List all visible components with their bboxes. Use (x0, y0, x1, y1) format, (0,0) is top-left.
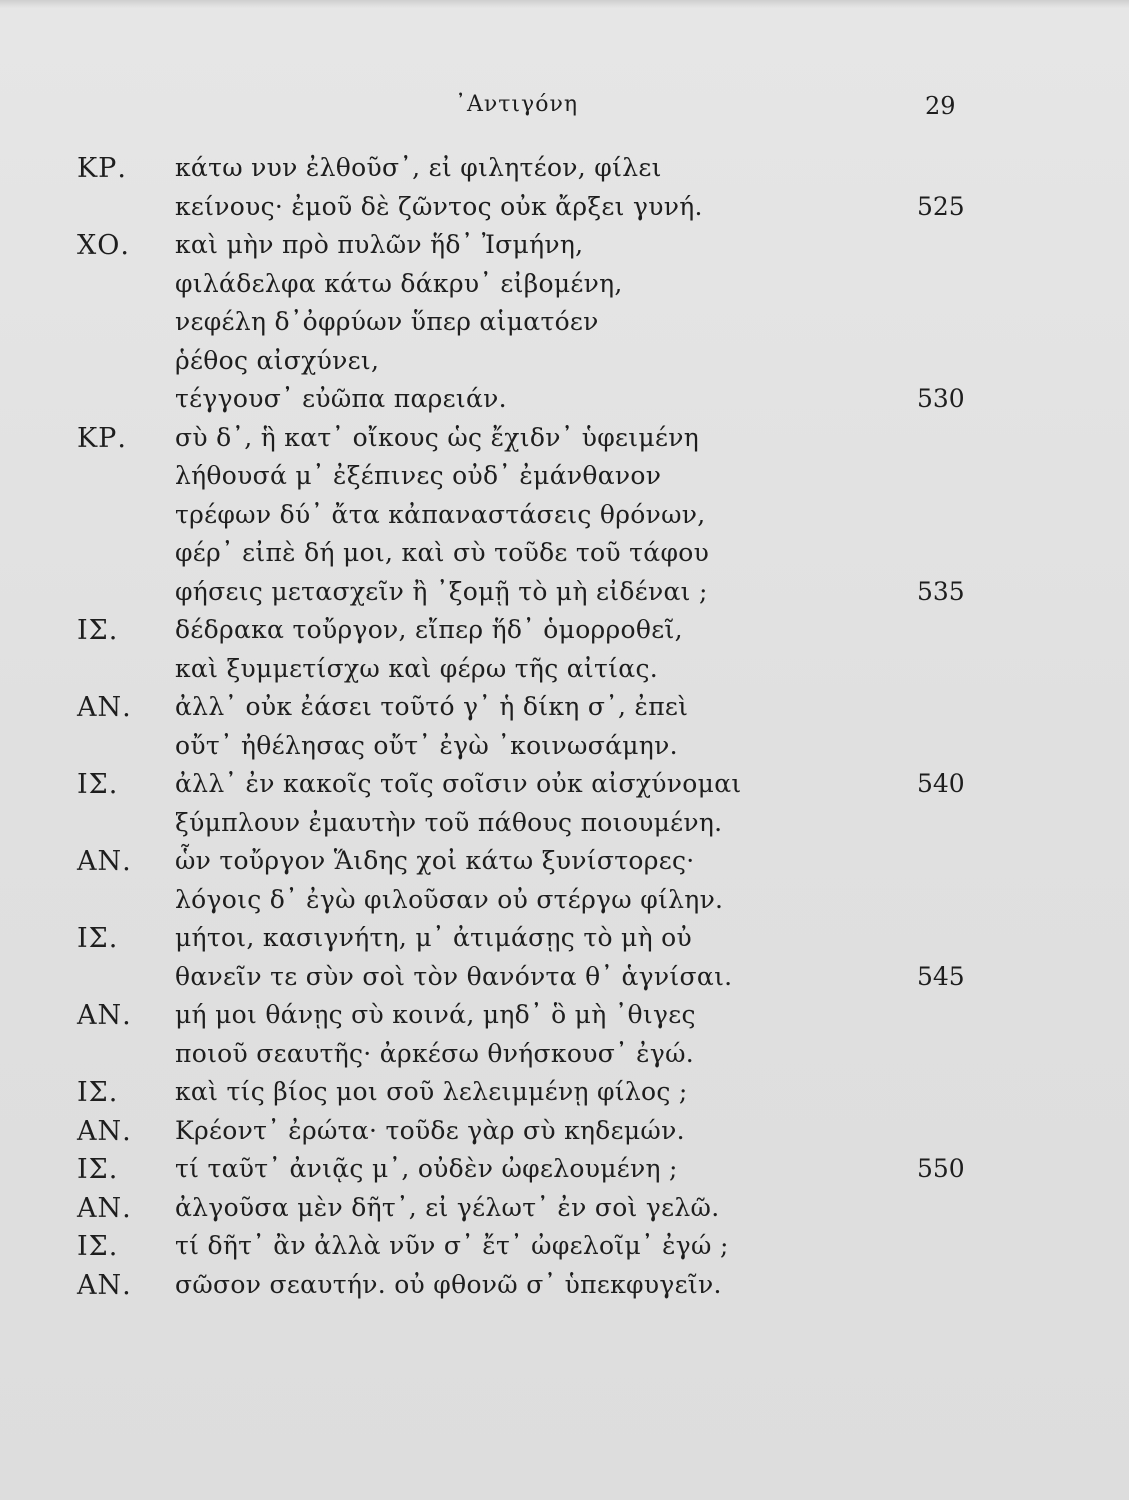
verse-line (0, 1270, 1129, 1309)
verse-text: σῶσον σεαυτήν. οὐ φθονῶ σ᾿ ὑπεκφυγεῖν. (175, 1269, 722, 1299)
line-number: 545 (917, 961, 965, 991)
verse-text: φήσεις μετασχεῖν ἢ ᾿ξομῇ τὸ μὴ εἰδέναι ; (175, 576, 708, 606)
speaker-label: ΙΣ. (77, 1077, 119, 1108)
verse-line (0, 384, 1129, 423)
verse-line (0, 461, 1129, 500)
verse-line (0, 500, 1129, 539)
verse-line (0, 1154, 1129, 1193)
verse-text: ὧν τοὔργον Ἅιδης χοἰ κάτω ξυνίστορες· (175, 846, 695, 875)
line-number: 530 (917, 384, 965, 413)
verse-text: ἀλλ᾿ οὐκ ἐάσει τοῦτό γ᾿ ἡ δίκη σ᾿, ἐπεὶ (175, 692, 689, 721)
verse-text: ἀλλ᾿ ἐν κακοῖς τοῖς σοῖσιν οὐκ αἰσχύνομαι (175, 769, 742, 798)
line-number: 535 (917, 576, 965, 606)
verse-line (0, 1193, 1129, 1232)
speaker-label: ΑΝ. (77, 846, 132, 877)
speaker-label: ΚΡ. (77, 153, 127, 184)
verse-line (0, 615, 1129, 654)
verse-line (0, 962, 1129, 1001)
verse-text: καὶ τίς βίος μοι σοῦ λελειμμένῃ φίλος ; (175, 1077, 688, 1106)
verse-text: καὶ μὴν πρὸ πυλῶν ἥδ᾿ Ἰσμήνη, (175, 230, 584, 259)
verse-text: τί ταῦτ᾿ ἀνιᾷς μ᾿, οὐδὲν ὠφελουμένη ; (175, 1154, 678, 1183)
verse-text: οὔτ᾿ ἠθέλησας οὔτ᾿ ἐγὼ ᾿κοινωσάμην. (175, 730, 678, 760)
verse-text: μή μοι θάνῃς σὺ κοινά, μηδ᾿ ὃ μὴ ᾿θιγες (175, 1000, 696, 1029)
verse-text: κάτω νυν ἐλθοῦσ᾿, εἰ φιλητέον, φίλει (175, 153, 662, 182)
verse-line (0, 153, 1129, 192)
verse-line (0, 269, 1129, 308)
speaker-label: ΙΣ. (77, 615, 119, 646)
speaker-label: ΑΝ. (77, 1115, 132, 1147)
verse-text: τρέφων δύ᾿ ἄτα κἀπαναστάσεις θρόνων, (175, 499, 706, 529)
verse-line (0, 846, 1129, 885)
speaker-label: ΑΝ. (77, 1000, 132, 1031)
verse-text: ἀλγοῦσα μὲν δῆτ᾿, εἰ γέλωτ᾿ ἐν σοὶ γελῶ. (175, 1192, 720, 1222)
verse-line (0, 731, 1129, 770)
speaker-label: ΚΡ. (77, 422, 127, 454)
verse-line (0, 192, 1129, 231)
speaker-label: ΑΝ. (77, 692, 132, 723)
verse-line (0, 1231, 1129, 1270)
verse-line (0, 923, 1129, 962)
verse-line (0, 230, 1129, 269)
verse-line (0, 1077, 1129, 1116)
verse-line (0, 538, 1129, 577)
verse-text: κείνους· ἐμοῦ δὲ ζῶντος οὐκ ἄρξει γυνή. (175, 191, 703, 221)
verse-line (0, 654, 1129, 693)
speaker-label: ΑΝ. (77, 1269, 132, 1301)
verse-text: καὶ ξυμμετίσχω καὶ φέρω τῆς αἰτίας. (175, 653, 658, 683)
verse-text: ξύμπλουν ἐμαυτὴν τοῦ πάθους ποιουμένη. (175, 807, 723, 837)
verse-line (0, 1116, 1129, 1155)
running-head (0, 92, 1129, 122)
verse-text: λόγοις δ᾿ ἐγὼ φιλοῦσαν οὐ στέργω φίλην. (175, 884, 724, 914)
verse-text: τέγγουσ᾿ εὐῶπα παρειάν. (175, 384, 507, 413)
verse-line (0, 1039, 1129, 1078)
speaker-label: ΙΣ. (77, 1154, 119, 1185)
verse-text: θανεῖν τε σὺν σοὶ τὸν θανόντα θ᾿ ἁγνίσαι. (175, 961, 733, 991)
verse-line (0, 769, 1129, 808)
line-number: 550 (917, 1154, 965, 1183)
verse-text: λήθουσά μ᾿ ἐξέπινες οὐδ᾿ ἐμάνθανον (175, 461, 662, 490)
verse-text: φιλάδελφα κάτω δάκρυ᾿ εἰβομένη, (175, 268, 623, 298)
line-number: 525 (917, 191, 965, 221)
verse-line (0, 423, 1129, 462)
verse-line (0, 346, 1129, 385)
speaker-label: ΧΟ. (77, 230, 130, 261)
verse-line (0, 692, 1129, 731)
verse-text: νεφέλη δ᾿ὀφρύων ὕπερ αἱματόεν (175, 307, 599, 336)
page-number: 29 (925, 92, 956, 120)
verse-lines (0, 153, 1129, 1308)
speaker-label: ΑΝ. (77, 1192, 132, 1224)
verse-text: ποιοῦ σεαυτῆς· ἀρκέσω θνήσκουσ᾿ ἐγώ. (175, 1038, 695, 1068)
verse-line (0, 1000, 1129, 1039)
verse-text: σὺ δ᾿, ἣ κατ᾿ οἴκους ὡς ἔχιδν᾿ ὑφειμένη (175, 422, 699, 452)
verse-text: τί δῆτ᾿ ἂν ἀλλὰ νῦν σ᾿ ἔτ᾿ ὠφελοῖμ᾿ ἐγώ ; (175, 1231, 729, 1260)
speaker-label: ΙΣ. (77, 923, 119, 954)
page-top-edge (0, 0, 1129, 8)
verse-text: Κρέοντ᾿ ἐρώτα· τοῦδε γὰρ σὺ κηδεμών. (175, 1115, 685, 1145)
verse-text: μήτοι, κασιγνήτη, μ᾿ ἀτιμάσῃς τὸ μὴ οὐ (175, 923, 692, 952)
verse-line (0, 577, 1129, 616)
verse-line (0, 808, 1129, 847)
verse-text: ῥέθος αἰσχύνει, (175, 345, 380, 375)
speaker-label: ΙΣ. (77, 769, 119, 800)
running-title: ᾿Αντιγόνη (455, 92, 579, 117)
verse-line (0, 885, 1129, 924)
verse-text: δέδρακα τοὔργον, εἴπερ ἥδ᾿ ὁμορροθεῖ, (175, 615, 683, 644)
line-number: 540 (917, 769, 965, 798)
verse-line (0, 307, 1129, 346)
speaker-label: ΙΣ. (77, 1231, 119, 1262)
verse-text: φέρ᾿ εἰπὲ δή μοι, καὶ σὺ τοῦδε τοῦ τάφου (175, 538, 710, 567)
